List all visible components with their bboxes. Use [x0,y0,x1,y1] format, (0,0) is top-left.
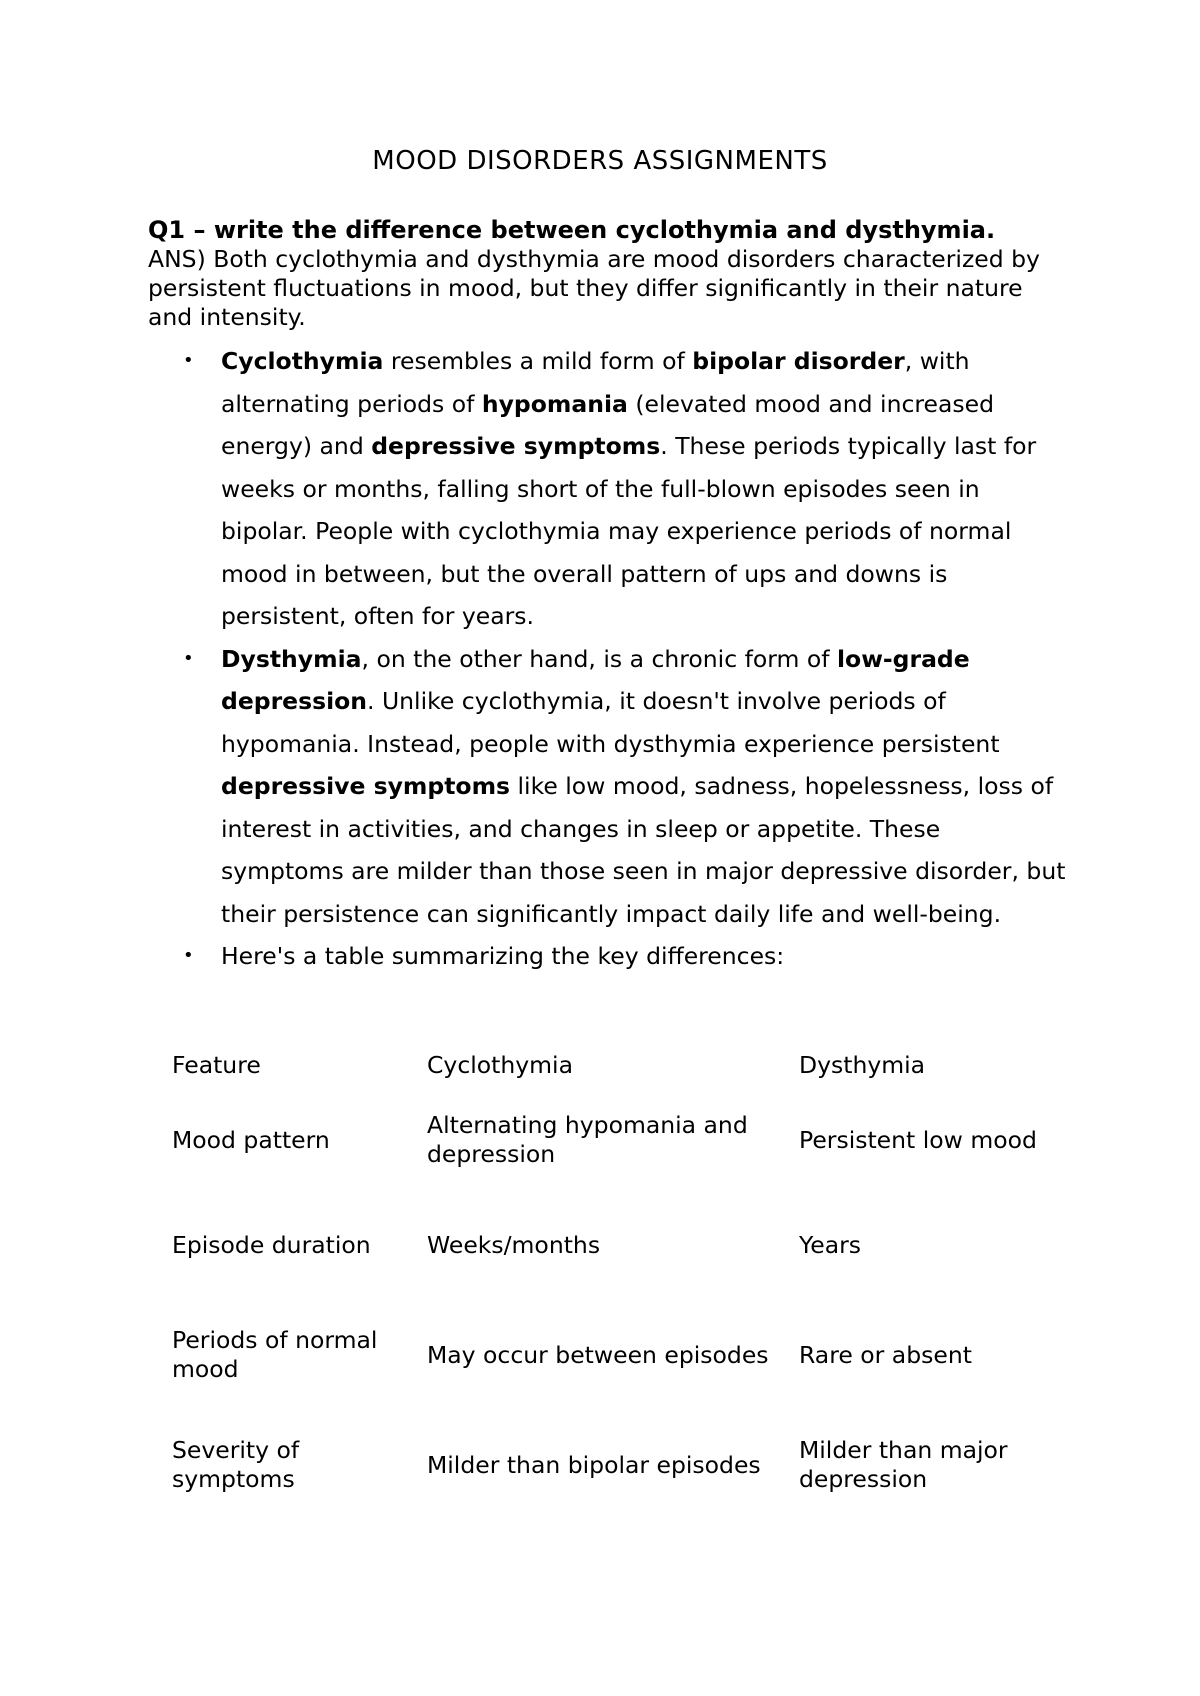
bullet-dot-icon: • [183,945,194,966]
answer-paragraph: ANS) Both cyclothymia and dysthymia are mood disorders characterized by persistent fluctuations in mood, but they differ significantly in their nature and intensity. [148,245,1040,331]
table-row [160,1190,1060,1300]
table-cell: Persistent low mood [799,1125,1037,1154]
question-heading: Q1 – write the difference between cyclothymia and dysthymia. [148,216,996,244]
table-header-cell: Feature [172,1050,261,1079]
table-cell: Milder than major depression [799,1436,1008,1493]
differences-table [160,1040,1060,1520]
table-row [160,1090,1060,1190]
table-cell: Episode duration [172,1230,371,1259]
table-cell: Milder than bipolar episodes [427,1450,761,1479]
table-cell: Weeks/months [427,1230,601,1259]
bullet-text: Here's a table summarizing the key differences: [221,942,785,970]
bullet-list [148,340,1068,978]
table-cell: Periods of normal mood [172,1326,378,1383]
table-cell: Years [799,1230,861,1259]
table-cell: Alternating hypomania and depression [427,1111,748,1168]
bullet-text: Dysthymia, on the other hand, is a chronic form of low-grade depression. Unlike cyclothymia, it doesn't involve periods of hypomania. Instead, people with dysthymia experience persistent depressive symptoms like low mood, sadness, hopelessness, loss of interest in activities, and changes in sleep or appetite. These symptoms are milder than those seen in major depressive disorder, but their persistence can significantly impact daily life and well-being. [221,644,1066,928]
bullet-text: Cyclothymia resembles a mild form of bipolar disorder, with alternating periods of hypomania (elevated mood and increased energy) and depressive symptoms. These periods typically last for weeks or months, falling short of the full-blown episodes seen in bipolar. People with cyclothymia may experience periods of normal mood in between, but the overall pattern of ups and downs is persistent, often for years. [221,347,1037,630]
table-header-cell: Cyclothymia [427,1050,573,1079]
table-cell: Severity of symptoms [172,1436,300,1493]
table-header-cell: Dysthymia [799,1050,926,1079]
table-cell: Mood pattern [172,1125,330,1154]
bullet-dysthymia [148,638,1068,936]
bullet-cyclothymia [148,340,1068,638]
table-row [160,1410,1060,1520]
bullet-dot-icon: • [183,647,194,669]
document-title: MOOD DISORDERS ASSIGNMENTS [372,146,828,176]
table-cell: Rare or absent [799,1340,972,1369]
table-cell: May occur between episodes [427,1340,769,1369]
table-row [160,1300,1060,1410]
table-header-row [160,1040,1060,1090]
bullet-dot-icon: • [183,350,194,371]
bullet-table-intro [148,935,1068,978]
